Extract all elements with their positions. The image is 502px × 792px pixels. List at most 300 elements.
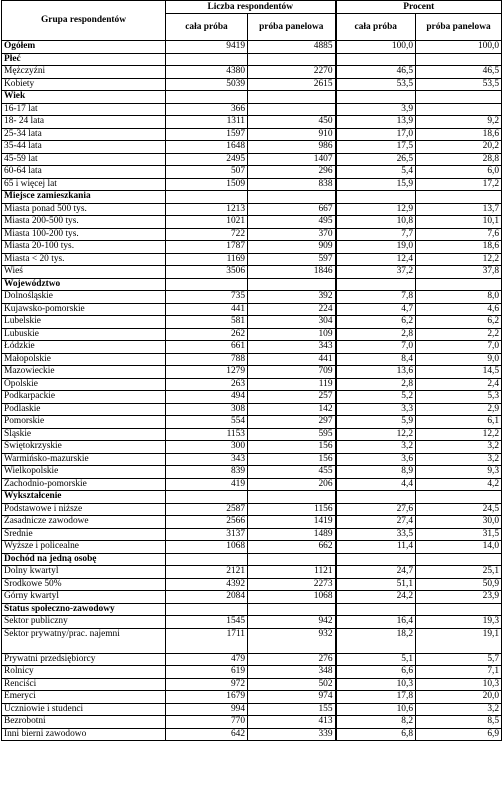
row-label: Świętokrzyskie [2,441,166,454]
percent-full-cell: 3,2 [336,441,416,454]
row-label: Wielkopolskie [2,466,166,479]
header-percent-panel: próba panelowa [416,14,502,41]
count-full-cell: 839 [166,466,248,479]
percent-full-cell [336,53,416,66]
percent-panel-cell: 7,6 [416,228,502,241]
table-row [2,628,502,653]
count-panel-cell: 495 [248,216,336,229]
percent-panel-cell: 18,6 [416,241,502,254]
count-full-cell [166,278,248,291]
count-full-cell [166,491,248,504]
count-panel-cell: 206 [248,478,336,491]
table-row [2,691,502,704]
percent-panel-cell: 10,1 [416,216,502,229]
row-label: Rolnicy [2,666,166,679]
count-panel-cell: 1156 [248,503,336,516]
count-full-cell: 2566 [166,516,248,529]
percent-panel-cell: 9,2 [416,116,502,129]
percent-full-cell: 16,4 [336,616,416,629]
percent-panel-cell: 3,2 [416,453,502,466]
table-row [2,666,502,679]
percent-panel-cell: 13,7 [416,203,502,216]
count-full-cell: 1597 [166,128,248,141]
table-row [2,678,502,691]
percent-full-cell: 10,8 [336,216,416,229]
table-row [2,328,502,341]
percent-full-cell: 3,3 [336,403,416,416]
count-panel-cell: 502 [248,678,336,691]
table-row [2,266,502,279]
count-full-cell: 3137 [166,528,248,541]
section-label: Status społeczno-zawodowy [2,603,166,616]
count-full-cell: 1787 [166,241,248,254]
section-row [2,553,502,566]
percent-full-cell: 26,5 [336,153,416,166]
table-row [2,441,502,454]
percent-full-cell: 24,2 [336,591,416,604]
header-percent: Procent [336,1,502,14]
table-row [2,291,502,304]
percent-full-cell: 6,6 [336,666,416,679]
percent-panel-cell [416,191,502,204]
percent-panel-cell: 18,6 [416,128,502,141]
count-panel-cell: 709 [248,366,336,379]
count-panel-cell: 910 [248,128,336,141]
table-row [2,366,502,379]
count-panel-cell: 597 [248,253,336,266]
row-label: Emeryci [2,691,166,704]
count-panel-cell [248,53,336,66]
percent-full-cell: 46,5 [336,66,416,79]
count-panel-cell: 441 [248,353,336,366]
percent-panel-cell: 17,2 [416,178,502,191]
percent-panel-cell: 20,0 [416,691,502,704]
header-count-full: cała próba [166,14,248,41]
count-panel-cell: 392 [248,291,336,304]
percent-panel-cell: 9,3 [416,466,502,479]
percent-panel-cell: 8,0 [416,291,502,304]
percent-panel-cell [416,553,502,566]
percent-full-cell: 51,1 [336,578,416,591]
table-row [2,166,502,179]
row-label: Wieś [2,266,166,279]
count-full-cell: 262 [166,328,248,341]
count-panel-cell: 297 [248,416,336,429]
percent-panel-cell [416,491,502,504]
count-full-cell: 1021 [166,216,248,229]
count-full-cell: 2495 [166,153,248,166]
percent-panel-cell: 7,1 [416,666,502,679]
count-panel-cell: 974 [248,691,336,704]
row-label: Warmińsko-mazurskie [2,453,166,466]
percent-panel-cell: 100,0 [416,41,502,54]
row-label: Podkarpackie [2,391,166,404]
table-row [2,341,502,354]
percent-full-cell [336,553,416,566]
percent-panel-cell: 24,5 [416,503,502,516]
section-row [2,91,502,104]
row-label: Łódzkie [2,341,166,354]
percent-panel-cell: 10,3 [416,678,502,691]
count-full-cell: 3506 [166,266,248,279]
count-panel-cell: 119 [248,378,336,391]
count-panel-cell: 296 [248,166,336,179]
table-row [2,378,502,391]
row-label: Miasta 20-100 tys. [2,241,166,254]
count-full-cell: 1545 [166,616,248,629]
count-full-cell [166,91,248,104]
percent-panel-cell: 28,8 [416,153,502,166]
count-full-cell: 419 [166,478,248,491]
row-label: Zasadnicze zawodowe [2,516,166,529]
percent-full-cell: 5,2 [336,391,416,404]
percent-full-cell: 2,8 [336,378,416,391]
table-row [2,416,502,429]
row-label: Średnie [2,528,166,541]
percent-panel-cell: 46,5 [416,66,502,79]
row-label: Pomorskie [2,416,166,429]
row-label: 18- 24 lata [2,116,166,129]
percent-panel-cell: 3,2 [416,441,502,454]
percent-full-cell: 27,6 [336,503,416,516]
percent-full-cell: 37,2 [336,266,416,279]
percent-full-cell: 12,9 [336,203,416,216]
row-label: Miasta ponad 500 tys. [2,203,166,216]
section-label: Dochód na jedną osobę [2,553,166,566]
table-row [2,466,502,479]
count-full-cell: 2121 [166,566,248,579]
percent-full-cell: 33,5 [336,528,416,541]
table-row [2,591,502,604]
count-panel-cell: 1407 [248,153,336,166]
section-label: Miejsce zamieszkania [2,191,166,204]
table-row [2,78,502,91]
table-row [2,41,502,54]
count-full-cell: 1648 [166,141,248,154]
count-panel-cell: 662 [248,541,336,554]
table-row [2,203,502,216]
row-label: 16-17 lat [2,103,166,116]
row-label: Mężczyźni [2,66,166,79]
count-full-cell: 994 [166,703,248,716]
percent-full-cell: 7,7 [336,228,416,241]
percent-panel-cell [416,103,502,116]
count-full-cell: 343 [166,453,248,466]
percent-full-cell: 100,0 [336,41,416,54]
percent-full-cell: 13,6 [336,366,416,379]
count-panel-cell: 1489 [248,528,336,541]
row-label: Renciści [2,678,166,691]
row-label: Bezrobotni [2,716,166,729]
percent-full-cell: 27,4 [336,516,416,529]
count-full-cell: 770 [166,716,248,729]
count-full-cell: 1153 [166,428,248,441]
table-row [2,141,502,154]
percent-panel-cell: 4,6 [416,303,502,316]
percent-panel-cell: 19,3 [416,616,502,629]
row-label: Małopolskie [2,353,166,366]
row-label: Dolnośląskie [2,291,166,304]
count-panel-cell: 156 [248,453,336,466]
percent-full-cell: 24,7 [336,566,416,579]
count-panel-cell: 1068 [248,591,336,604]
percent-panel-cell: 25,1 [416,566,502,579]
count-panel-cell: 450 [248,116,336,129]
count-full-cell: 1279 [166,366,248,379]
row-label: Środkowe 50% [2,578,166,591]
row-label: Lubelskie [2,316,166,329]
count-full-cell: 661 [166,341,248,354]
count-panel-cell: 257 [248,391,336,404]
percent-panel-cell: 5,3 [416,391,502,404]
table-row [2,428,502,441]
table-row [2,578,502,591]
row-label: Ogółem [2,41,166,54]
percent-panel-cell: 6,0 [416,166,502,179]
percent-panel-cell: 14,0 [416,541,502,554]
count-panel-cell: 4885 [248,41,336,54]
count-panel-cell: 224 [248,303,336,316]
table-row [2,503,502,516]
percent-full-cell: 8,2 [336,716,416,729]
percent-panel-cell: 9,0 [416,353,502,366]
percent-panel-cell: 6,9 [416,728,502,741]
count-full-cell: 1509 [166,178,248,191]
percent-panel-cell: 20,2 [416,141,502,154]
percent-panel-cell: 6,1 [416,416,502,429]
percent-panel-cell: 14,5 [416,366,502,379]
row-label: Lubuskie [2,328,166,341]
percent-panel-cell [416,91,502,104]
percent-panel-cell [416,603,502,616]
table-row [2,153,502,166]
count-panel-cell: 838 [248,178,336,191]
percent-full-cell: 11,4 [336,541,416,554]
count-panel-cell: 348 [248,666,336,679]
table-row [2,216,502,229]
percent-full-cell: 18,2 [336,628,416,653]
percent-full-cell: 12,4 [336,253,416,266]
count-full-cell: 1711 [166,628,248,653]
row-label: Podlaskie [2,403,166,416]
row-label: 65 i więcej lat [2,178,166,191]
percent-full-cell: 5,9 [336,416,416,429]
count-panel-cell: 455 [248,466,336,479]
percent-full-cell: 5,4 [336,166,416,179]
count-full-cell: 4392 [166,578,248,591]
row-label: Miasta < 20 tys. [2,253,166,266]
count-panel-cell: 339 [248,728,336,741]
percent-panel-cell: 23,9 [416,591,502,604]
percent-full-cell: 17,5 [336,141,416,154]
table-row [2,103,502,116]
row-label: Miasta 200-500 tys. [2,216,166,229]
count-full-cell: 2084 [166,591,248,604]
header-count-panel: próba panelowa [248,14,336,41]
section-label: Płeć [2,53,166,66]
row-label: Miasta 100-200 tys. [2,228,166,241]
count-panel-cell [248,603,336,616]
count-panel-cell: 986 [248,141,336,154]
row-label: Prywatni przedsiębiorcy [2,653,166,666]
percent-full-cell [336,491,416,504]
percent-panel-cell [416,278,502,291]
count-full-cell: 788 [166,353,248,366]
count-full-cell: 1679 [166,691,248,704]
percent-panel-cell: 4,2 [416,478,502,491]
percent-panel-cell: 50,9 [416,578,502,591]
row-label: Zachodnio-pomorskie [2,478,166,491]
count-full-cell: 494 [166,391,248,404]
count-panel-cell: 343 [248,341,336,354]
percent-full-cell: 3,6 [336,453,416,466]
table-row [2,516,502,529]
count-panel-cell: 2273 [248,578,336,591]
count-full-cell: 972 [166,678,248,691]
count-full-cell: 507 [166,166,248,179]
percent-panel-cell: 2,2 [416,328,502,341]
row-label: Podstawowe i niższe [2,503,166,516]
count-panel-cell: 2615 [248,78,336,91]
row-label: Inni bierni zawodowo [2,728,166,741]
count-full-cell: 300 [166,441,248,454]
table-row [2,528,502,541]
count-full-cell [166,53,248,66]
count-panel-cell [248,491,336,504]
row-label: Kobiety [2,78,166,91]
count-panel-cell: 942 [248,616,336,629]
count-full-cell: 441 [166,303,248,316]
count-panel-cell: 413 [248,716,336,729]
count-full-cell: 4380 [166,66,248,79]
percent-full-cell: 13,9 [336,116,416,129]
row-label: Wyższe i policealne [2,541,166,554]
count-full-cell: 1068 [166,541,248,554]
row-label: 45-59 lat [2,153,166,166]
count-panel-cell: 909 [248,241,336,254]
percent-full-cell: 6,2 [336,316,416,329]
count-panel-cell: 1846 [248,266,336,279]
row-label: Sektor publiczny [2,616,166,629]
row-label: Kujawsko-pomorskie [2,303,166,316]
percent-full-cell: 17,0 [336,128,416,141]
count-panel-cell: 932 [248,628,336,653]
percent-panel-cell: 8,5 [416,716,502,729]
table-row [2,253,502,266]
table-row [2,478,502,491]
count-panel-cell: 370 [248,228,336,241]
count-panel-cell: 1419 [248,516,336,529]
table-row [2,716,502,729]
percent-full-cell: 19,0 [336,241,416,254]
row-label: Uczniowie i studenci [2,703,166,716]
table-row [2,303,502,316]
count-panel-cell: 304 [248,316,336,329]
percent-full-cell: 4,4 [336,478,416,491]
percent-panel-cell [416,53,502,66]
percent-panel-cell: 19,1 [416,628,502,653]
row-label: 25-34 lata [2,128,166,141]
count-panel-cell: 109 [248,328,336,341]
count-panel-cell [248,91,336,104]
count-panel-cell: 142 [248,403,336,416]
count-full-cell: 366 [166,103,248,116]
section-row [2,191,502,204]
count-panel-cell [248,191,336,204]
row-label: 60-64 lata [2,166,166,179]
table-row [2,66,502,79]
table-row [2,728,502,741]
table-row [2,316,502,329]
row-label: Mazowieckie [2,366,166,379]
count-full-cell [166,603,248,616]
count-full-cell: 735 [166,291,248,304]
row-label: Opolskie [2,378,166,391]
count-full-cell: 642 [166,728,248,741]
percent-panel-cell: 2,9 [416,403,502,416]
count-panel-cell [248,103,336,116]
row-label: Sektor prywatny/prac. najemni [2,628,166,653]
table-row [2,566,502,579]
table-row [2,541,502,554]
count-full-cell: 1213 [166,203,248,216]
percent-full-cell: 8,9 [336,466,416,479]
percent-full-cell: 10,6 [336,703,416,716]
table-row [2,653,502,666]
row-label: Dolny kwartyl [2,566,166,579]
count-full-cell: 263 [166,378,248,391]
count-panel-cell [248,278,336,291]
table-row [2,128,502,141]
percent-panel-cell: 12,2 [416,428,502,441]
percent-full-cell: 15,9 [336,178,416,191]
section-label: Wiek [2,91,166,104]
count-full-cell: 1311 [166,116,248,129]
percent-full-cell: 2,8 [336,328,416,341]
count-panel-cell: 155 [248,703,336,716]
table-row [2,241,502,254]
percent-full-cell: 8,4 [336,353,416,366]
count-full-cell: 581 [166,316,248,329]
percent-full-cell: 5,1 [336,653,416,666]
count-full-cell: 554 [166,416,248,429]
percent-panel-cell: 3,2 [416,703,502,716]
percent-full-cell: 3,9 [336,103,416,116]
section-row [2,278,502,291]
percent-full-cell [336,91,416,104]
count-full-cell: 479 [166,653,248,666]
row-label: 35-44 lata [2,141,166,154]
row-label: Śląskie [2,428,166,441]
header-percent-full: cała próba [336,14,416,41]
percent-full-cell: 4,7 [336,303,416,316]
percent-panel-cell: 37,8 [416,266,502,279]
percent-full-cell: 6,8 [336,728,416,741]
table-body [2,41,502,741]
percent-panel-cell: 7,0 [416,341,502,354]
percent-full-cell: 10,3 [336,678,416,691]
respondents-table [1,0,502,741]
percent-panel-cell: 53,5 [416,78,502,91]
percent-full-cell: 7,0 [336,341,416,354]
percent-full-cell [336,278,416,291]
section-row [2,491,502,504]
table-row [2,391,502,404]
percent-full-cell [336,191,416,204]
table-row [2,116,502,129]
count-panel-cell: 1121 [248,566,336,579]
table-row [2,178,502,191]
